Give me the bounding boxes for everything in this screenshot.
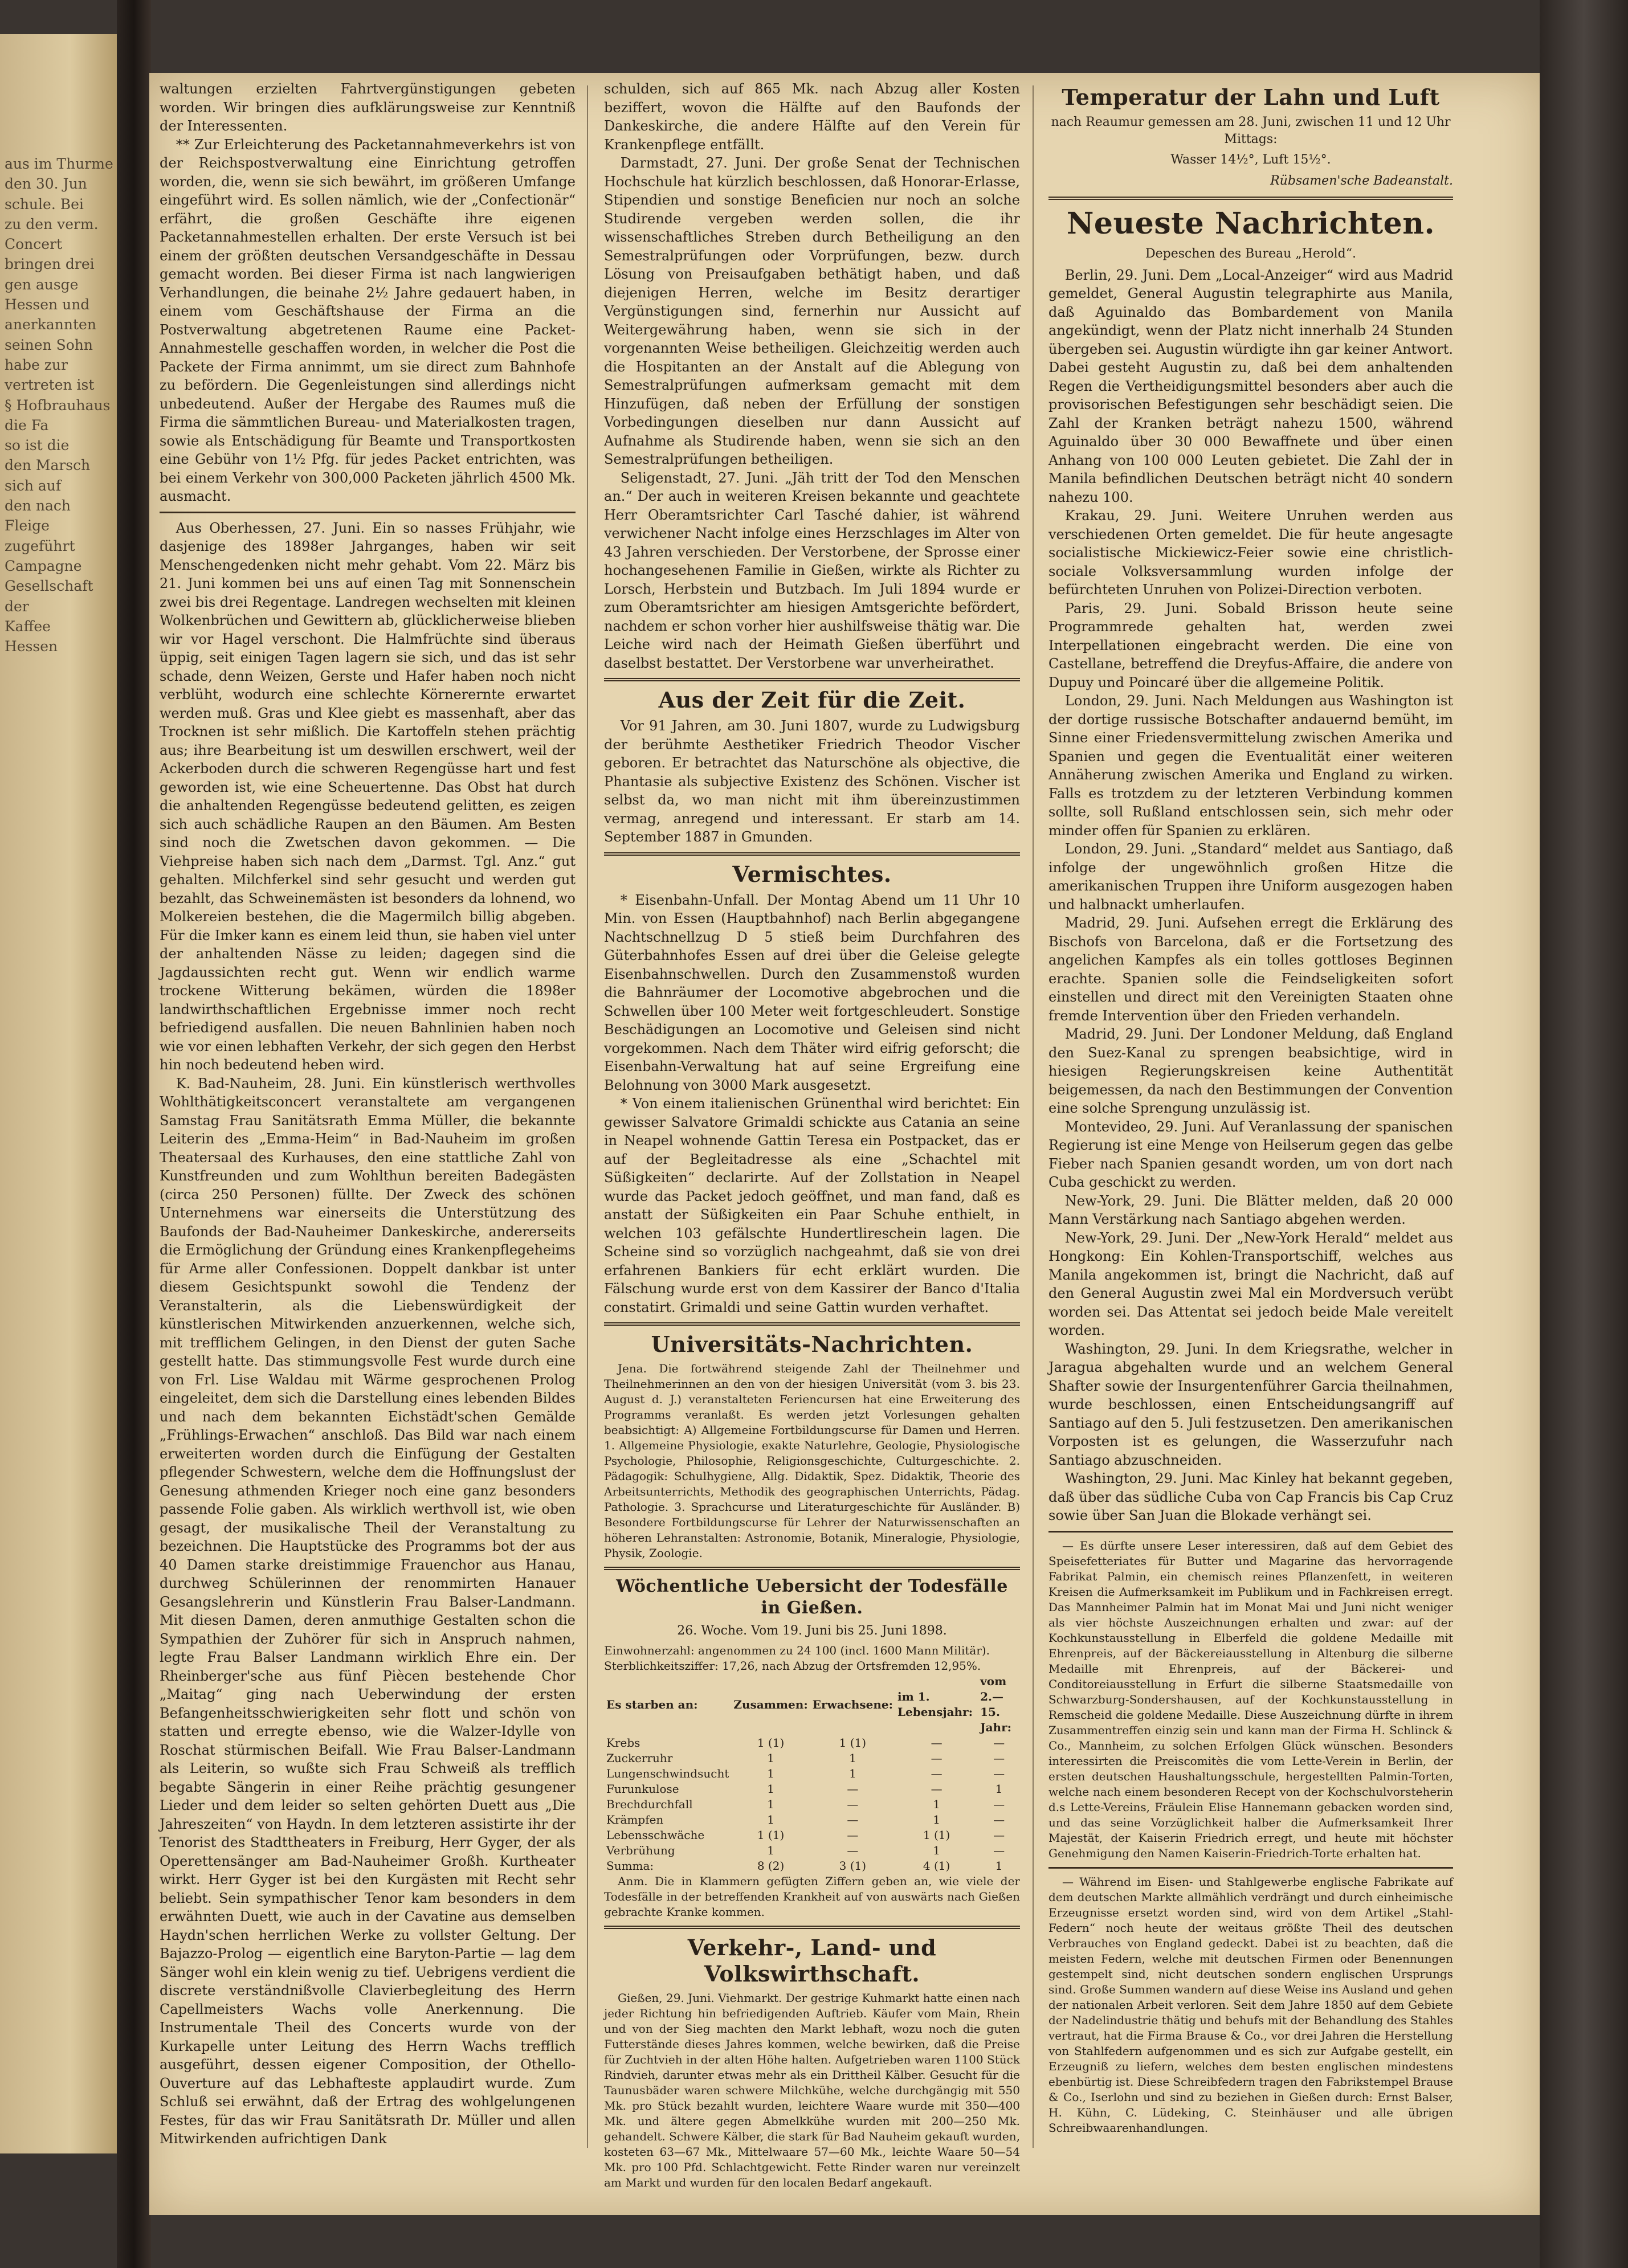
news-item: New-York, 29. Juni. Der „New-York Herald“ meldet aus Hongkong: Ein Kohlen-Transportschiff, welches aus Manila angekommen ist, bringt die Nachricht, daß auf den General Augustin zwei Mal ein Mordversuch verübt worden sei. Das Attentat sei jedoch beide Male vereitelt worden.	[1048, 1229, 1453, 1338]
table-cell: —	[993, 1828, 1005, 1842]
table-cell: Furunkulose	[606, 1782, 679, 1796]
news-item: London, 29. Juni. Nach Meldungen aus Washington ist der dortige russische Botschafter andauernd bemüht, im Sinne einer Friedensvermittelung zwischen Amerika und Spanien und gegen die Eventualität einer weiteren Annäherung zwischen Amerika und England zu wirken. Falls es trotzdem zu der letzteren Verbindung kommen sollte, soll Rußland entschlossen sein, sich mehr oder minder offen für Spanien zu erklären.	[1048, 693, 1453, 839]
section-heading-verkehr: Verkehr-, Land- und Volkswirthschaft.	[687, 1935, 937, 1987]
table-cell: —	[847, 1844, 859, 1857]
divider	[604, 1322, 1020, 1326]
article-text: schulden, sich auf 865 Mk. nach Abzug aller Kosten beziffert, wovon die Hälfte auf den Baufonds der Dankeskirche, die andere Hälfte auf den Verein für Krankenpflege entfällt.	[604, 81, 1020, 153]
news-item: Madrid, 29. Juni. Aufsehen erregt die Erklärung des Bischofs von Barcelona, daß er die Fortsetzung des angelichen Kampfes als ein tolles gottloses Beginnen erachte. Spanien solle die Feindseligkeiten sofort einstellen und direct mit den Vereinigten Staaten ohne fremde Intervention über den Frieden verhandeln.	[1048, 915, 1453, 1024]
article-packetannahme: ** Zur Erleichterung des Packetannahmeverkehrs ist von der Reichspostverwaltung eine Einrichtung getroffen worden, die, wenn sie sich bewährt, im größeren Umfange eingeführt wird. Es sollen nämlich, wie der „Confectionär“ erfährt, die großen Geschäfte ihre eigenen Packetannahmestellen erhalten. Der erste Versuch ist bei einem der größten deutschen Versandgeschäfte in Dessau gemacht worden. Bei dieser Firma ist nach langwierigen Verhandlungen, die beinahe 2½ Jahre gedauert haben, in einem vom Geschäftshause der Firma an die Postverwaltung abgetretenen Raume eine Packet-Annahmestelle geschaffen worden, in welcher die Post die Packete der Firma annimmt, um sie direct zum Bahnhofe zu befördern. Die Gegenleistungen sind allerdings nicht unbedeutend. Außer der Hergabe des Raumes muß die Firma die sämmtlichen Bureau- und Materialkosten tragen, sowie als Entschädigung für Beamte und Transportkosten eine Gebühr von 1½ Pfg. für jedes Packet entrichten, was bei einem Verkehr von 300,000 Packeten jährlich 4500 Mk. ausmacht.	[160, 136, 576, 504]
table-cell: —	[847, 1797, 859, 1811]
table-cell: Brechdurchfall	[606, 1797, 693, 1811]
divider	[604, 1926, 1020, 1929]
table-header: im 1. Lebensjahr:	[897, 1690, 973, 1719]
table-row	[604, 1766, 1020, 1781]
previous-page-text: aus im Thurme den 30. Jun schule. Bei zu den verm. Concert bringen drei gen ausge Hessen und anerkannten seinen Sohn habe zur vertreten ist § Hofbrauhaus die Fa so ist die den Marsch sich auf den nach Fleige zugeführt Campagne Gesellschaft der Kaffee Hessen	[5, 156, 113, 655]
table-cell: 1	[933, 1813, 940, 1826]
tod-week: 26. Woche. Vom 19. Juni bis 25. Juni 1898.	[677, 1624, 947, 1638]
table-cell: —	[847, 1813, 859, 1826]
table-cell: —	[993, 1751, 1005, 1765]
divider	[1048, 197, 1453, 200]
article-viehmarkt: Gießen, 29. Juni. Viehmarkt. Der gestrige Kuhmarkt hatte einen nach jeder Richtung hin befriedigenden Auftrieb. Käufer vom Main, Rhein und von der Sieg machten den Markt lebhaft, wozu noch die guten Futterstände dieses Jahres kommen, welche bewirken, daß die Preise für Zuchtvieh in der alten Höhe halten. Aufgetrieben waren 1100 Stück Rindvieh, darunter etwas mehr als ein Drittheil Kälber. Gesucht für die Taunusbäder waren schwere Milchkühe, welche durchgängig mit 550 Mk. pro Stück bezahlt wurden, leichtere Waare wurde mit 350—400 Mk. und ältere gegen Abmelkkühe wurden mit 200—250 Mk. gehandelt. Schwere Kälber, die stark für Bad Nauheim gekauft wurden, kosteten 63—67 Mk., Mittelwaare 57—60 Mk., leichte Waare 50—54 Mk. pro 100 Pfd. Schlachtgewicht. Fette Rinder waren nur vereinzelt am Markt und wurden für den localen Bedarf angekauft.	[604, 1991, 1020, 2189]
news-item: New-York, 29. Juni. Die Blätter melden, daß 20 000 Mann Verstärkung nach Santiago abgehen werden.	[1048, 1192, 1453, 1227]
news-item: Madrid, 29. Juni. Der Londoner Meldung, daß England den Suez-Kanal zu sprengen beabsichtige, wird in hiesigen Regierungskreisen keine Authentität beigemessen, da nach den Bestimmungen der Convention eine solche Sprengung unzulässig ist.	[1048, 1026, 1453, 1116]
book-gutter	[117, 0, 151, 2268]
article-vischer: Vor 91 Jahren, am 30. Juni 1807, wurde zu Ludwigsburg der berühmte Aesthetiker Friedrich Theodor Vischer geboren. Er betrachtet das Naturschöne als objective, die Phantasie als subjective Existenz des Schönen. Vischer ist selbst da, wo man nicht mit ihm übereinzustimmen vermag, anregend und interessant. Er starb am 14. September 1887 in Gmunden.	[604, 718, 1020, 845]
table-cell: 1 (1)	[923, 1828, 950, 1842]
table-cell: 1	[849, 1751, 856, 1765]
table-row	[604, 1843, 1020, 1858]
table-cell: —	[993, 1736, 1005, 1750]
section-heading-universitaet: Universitäts-Nachrichten.	[651, 1331, 973, 1357]
table-cell: Lebensschwäche	[606, 1828, 705, 1842]
table-cell: —	[847, 1828, 859, 1842]
divider	[160, 512, 576, 513]
article-seligenstadt: Seligenstadt, 27. Juni. „Jäh tritt der Tod den Menschen an.“ Der auch in weiteren Kreisen bekannte und geachtete Herr Oberamtsrichter Carl Tasché dahier, ist während verwichener Nacht infolge eines Herzschlages im Alter von 43 Jahren verschieden. Der Verstorbene, der Sprosse einer hochangesehenen Familie in Gießen, wirkte als Richter zu Lorsch, Herbstein und Butzbach. Im Juli 1894 wurde er zum Oberamtsrichter am hiesigen Amtsgerichte befördert, nachdem er schon vorher hier aushilfsweise thätig war. Die Leiche wird nach der Heimath Gießen überführt und daselbst bestattet. Der Verstorbene war unverheirathet.	[604, 469, 1020, 671]
table-cell: 1	[933, 1844, 940, 1857]
advert-stahlfedern: — Während im Eisen- und Stahlgewerbe englische Fabrikate auf dem deutschen Markte allmählich verdrängt und durch einheimische Erzeugnisse ersetzt worden sind, wird von dem Artikel „Stahl-Federn“ noch heute der weitaus größte Theil des deutschen Verbrauches von England gedeckt. Dabei ist zu beachten, daß die meisten Federn, welche mit deutschen Firmen oder Benennungen gestempelt sind, nicht deutschen sondern englischen Ursprungs sind. Große Summen wandern auf diese Weise ins Ausland und gehen der nationalen Arbeit verloren. Seit dem Jahre 1850 auf dem Gebiete der Nadelindustrie thätig und behufs mit der Behandlung des Stahles vertraut, hat die Firma Brause & Co., vor drei Jahren die Herstellung von Stahlfedern aufgenommen und es sich zur Aufgabe gestellt, ein Erzeugniß zu liefern, welches dem besten englischen mindestens ebenbürtig ist. Diese Schreibfedern tragen den Fabrikstempel Brause & Co., Iserlohn und sind zu beziehen in Gießen durch: Ernst Balser, H. Kühn, C. Lüdeking, C. Steinhäuser und alle übrigen Schreibwaarenhandlungen.	[1048, 1874, 1453, 2135]
section-heading-todesfaelle: Wöchentliche Uebersicht der Todesfälle in Gießen.	[616, 1576, 1008, 1618]
news-list	[1048, 266, 1453, 1525]
divider	[604, 1567, 1020, 1570]
column-rule	[587, 85, 588, 2148]
article-darmstadt: Darmstadt, 27. Juni. Der große Senat der Technischen Hochschule hat kürzlich beschlossen, daß Honorar-Erlasse, Stipendien und sonstige Beneficien nur noch an solche Studirende vergeben werden sollen, die ihr wissenschaftliches Streben durch Betheiligung an den Semestralprüfungen oder Vorprüfungen, bezw. durch Lösung von Preisaufgaben bethätigt haben, und daß diejenigen Herren, welche im Besitz derartiger Vergünstigungen sind, fernerhin nur Aussicht auf Weitergewährung haben, wenn sie sich in der vorgenannten Weise betheiligen. Gleichzeitig werden auch die Hospitanten an der Anstalt auf die Ablegung von Semestralprüfungen aufmerksam gemacht mit dem Hinzufügen, daß neben der Erfüllung der sonstigen Vorbedingungen dieselben nur dann Aussicht auf Aufnahme als Studirende haben, wenn sie sich an den Semestralprüfungen betheiligen.	[604, 155, 1020, 467]
news-source: Depeschen des Bureau „Herold“.	[1145, 246, 1356, 261]
table-header: vom 2.—15. Jahr:	[980, 1674, 1012, 1734]
news-item: Washington, 29. Juni. In dem Kriegsrathe, welcher in Jaragua abgehalten wurde und an welchem General Shafter sowie der Insurgentenführer Garcia theilnahmen, wurde beschlossen, einen Entscheidungsangriff auf Santiago auf den 5. Juli festzusetzen. Den amerikanischen Vorposten ist es gelungen, die Wasserzufuhr nach Santiago abzuschneiden.	[1048, 1341, 1453, 1468]
divider	[604, 678, 1020, 681]
table-cell: Summa:	[606, 1859, 654, 1873]
table-row	[604, 1858, 1020, 1874]
column-2	[604, 80, 1020, 2189]
temperature-heading: Temperatur der Lahn und Luft	[1062, 84, 1440, 110]
table-cell: 1	[995, 1782, 1003, 1796]
table-row	[604, 1735, 1020, 1751]
tod-note: Anm. Die in Klammern gefügten Ziffern geben an, wie viele der Todesfälle in der betreffenden Krankheit auf von auswärts nach Gießen gebrachte Kranke kommen.	[604, 1874, 1020, 1919]
news-item: Krakau, 29. Juni. Weitere Unruhen werden aus verschiedenen Orten gemeldet. Die für heute angesagte socialistische Mickiewicz-Feier sowie eine christlich-sociale Volksversammlung wurden infolge der befürchteten Unruhen von Polizei-Direction verboten.	[1048, 508, 1453, 598]
table-row	[604, 1781, 1020, 1797]
news-item: Washington, 29. Juni. Mac Kinley hat bekannt gegeben, daß über das südliche Cuba von Cap Francis bis Cap Cruz sowie über San Juan die Blokade verhängt sei.	[1048, 1470, 1453, 1523]
table-cell: 4 (1)	[923, 1859, 950, 1873]
column-1	[160, 80, 576, 2153]
article-oberhessen: Aus Oberhessen, 27. Juni. Ein so nasses Frühjahr, wie dasjenige des 1898er Jahrganges, haben wir seit Menschengedenken nicht mehr gehabt. Vom 22. März bis 21. Juni kommen bei uns auf einen Tag mit Sonnenschein zwei bis drei Regentage. Landregen wechselten mit kleinen Wolkenbrüchen und Gewittern ab, glücklicherweise blieben wir vor Hagel verschont. Die Halmfrüchte sind überaus üppig, seit einigen Tagen lagern sie sich, und das ist sehr schade, denn Weizen, Gerste und Hafer haben noch nicht verblüht, wodurch eine schlechte Körnerernte erwartet werden muß. Gras und Klee giebt es massenhaft, aber das Trocknen ist sehr mißlich. Die Kartoffeln stehen prächtig aus; ihre Bearbeitung ist um deswillen erschwert, weil der Ackerboden durch die schweren Regengüsse hart und fest geworden ist, wie eine Scheuertenne. Das Obst hat durch die anhaltenden Regengüsse bedeutend gelitten, es zeigen sich auch schädliche Raupen an den Bäumen. Am Besten sind noch die Zwetschen davon gekommen. — Die Viehpreise haben sich nach dem „Darmst. Tgl. Anz.“ gut gehalten. Milchferkel sind sehr gesucht und werden gut bezahlt, das Schweinemästen ist besonders da lohnend, wo Molkereien bestehen, die die Magermilch billig abgeben. Für die Imker kann es einem leid thun, sie haben viel unter der anhaltenden Nässe zu leiden; dagegen sind die Jagdaussichten recht gut. Wenn wir endlich warme trockene Witterung bekämen, würden die 1898er landwirthschaftlichen Ergebnisse immer noch recht befriedigend ausfallen. Die neuen Bahnlinien haben noch wie vor einen lebhaften Verkehr, der sich gegen den Herbst hin noch bedeutend heben wird.	[160, 520, 576, 1073]
table-row	[604, 1751, 1020, 1766]
table-cell: 1	[767, 1813, 774, 1826]
article-eisenbahn: * Eisenbahn-Unfall. Der Montag Abend um 11 Uhr 10 Min. von Essen (Hauptbahnhof) nach Berlin abgegangene Nachtschnellzug D 5 stieß beim Durchfahren des Güterbahnhofes Essen auf drei über die Geleise gelegte Eisenbahnschwellen. Durch den Zusammenstoß wurden die Bahnräumer der Locomotive abgebrochen und die Schwellen über 100 Meter weit fortgeschleudert. Sonstige Beschädigungen an Locomotive und Geleisen sind nicht vorgekommen. Nach dem Thäter wird eifrig geforscht; die Eisenbahn-Verwaltung hat auf seine Ergreifung eine Belohnung von 3000 Mark ausgesetzt.	[604, 892, 1020, 1093]
table-row	[604, 1797, 1020, 1812]
tod-population: Einwohnerzahl: angenommen zu 24 100 (incl. 1600 Mann Militär).	[604, 1644, 990, 1657]
table-header: Es starben an:	[606, 1697, 698, 1711]
table-cell: —	[931, 1782, 942, 1796]
tod-ziffer: Sterblichkeitsziffer: 17,26, nach Abzug der Ortsfremden 12,95%.	[604, 1659, 981, 1673]
article-text: waltungen erzielten Fahrtvergünstigungen gebeten worden. Wir bringen dies aufklärungsweise zur Kenntniß der Interessenten.	[160, 81, 576, 134]
temperature-values: Wasser 14½°, Luft 15½°.	[1170, 153, 1331, 167]
table-cell: Krämpfen	[606, 1813, 664, 1826]
table-cell: —	[931, 1751, 942, 1765]
article-bad-nauheim: K. Bad-Nauheim, 28. Juni. Ein künstlerisch werthvolles Wohlthätigkeitsconcert veranstaltete am vergangenen Samstag Frau Sanitätsrath Emma Müller, die bekannte Leiterin des „Emma-Heim“ in Bad-Nauheim im großen Theatersaal des Kurhauses, den eine stattliche Zahl von Kunstfreunden und zum Wohlthun bereiten Badegästen (circa 250 Personen) füllte. Der Zweck des schönen Unternehmens war einerseits die Unterstützung des Baufonds der Bad-Nauheimer Dankeskirche, andererseits die Ermöglichung der Gründung eines Krankenpflegeheims für Arme aller Confessionen. Doppelt dankbar ist unter diesem Gesichtspunkt sowohl die Tendenz der Veranstalterin, als die Liebenswürdigkeit der künstlerischen Mitwirkenden anzuerkennen, welche sich, mit trefflichem Gelingen, in den Dienst der guten Sache gestellt hatte. Das stimmungsvolle Fest wurde durch eine von Frl. Lise Waldau mit Wärme gesprochenen Prolog eingeleitet, dem sich die Darstellung eines lebenden Bildes und nach dem bekannten Eichstädt'schen Gemälde „Frühlings-Erwachen“ anschloß. Das Bild war nach einem erweiterten worden durch die Einfügung der Gestalten pflegender Schwestern, welche dem die Hoffnungslust der Genesung athmenden Krieger noch eine ganz besonders passende Folie gaben. Als wirklich werthvoll ist, wie oben gesagt, der musikalische Theil der Veranstaltung zu bezeichnen. Die Hauptstücke des Programms bot der aus 40 Damen starke dreistimmige Frauenchor aus Hanau, durchweg Schülerinnen der renommirten Hanauer Gesangslehrerin und Künstlerin Frau Balser-Landmann. Mit diesen Damen, deren anmuthige Gestalten schon die Sympathien der Zuhörer für sich in Anspruch nahmen, legte Frau Balser Landmann wirklich Ehre ein. Der Rheinberger'sche aus fünf Piècen bestehende Chor „Maitag“ ging nach Ueberwindung der ersten Befangenheitsschwierigkeiten sehr flott und schön von statten und erregte ebenso, wie die Walzer-Idylle von Roschat stürmischen Beifall. Wie Frau Balser-Landmann als Leiterin, so wußte sich Frau Schweiß als trefflich begabte Sängerin in einer Reihe prächtig gesungener Lieder und dem leider so selten gehörten Duett aus „Die Jahreszeiten“ von Haydn. In dem letzteren assistirte ihr der Tenorist des Stadttheaters in Freiburg, Herr Gyger, der als Operettensänger am Bad-Nauheimer Großh. Kurtheater wirkt. Herr Gyger ist bei den Kurgästen mit Recht sehr beliebt. Sein sympathischer Tenor kam besonders in dem erwähnten Duett, wie auch in der Cavatine aus demselben Haydn'schen herrlichen Werke zu vollster Geltung. Der Bajazzo-Prolog — eigentlich eine Baryton-Partie — lag dem Sänger wohl ein klein wenig zu tief. Uebrigens verdient die discrete verständnißvolle Clavierbegleitung des Herrn Capellmeisters Wachs volle Anerkennung. Die Instrumentale Theil des Concerts wurde von der Kurkapelle unter Leitung des Herrn Wachs trefflich ausgeführt, dessen eigener Composition, der Othello-Ouverture auf das Lebhafteste applaudirt wurde. Zum Schluß sei erwähnt, daß der Ertrag des wohlgelungenen Festes, für das wir Frau Sanitätsrath Dr. Müller und allen Mitwirkenden aufrichtigen Dank	[160, 1075, 576, 2147]
table-cell: Krebs	[606, 1736, 640, 1750]
table-cell: —	[993, 1767, 1005, 1780]
table-cell: 1	[933, 1797, 940, 1811]
advert-palmin: — Es dürfte unsere Leser interessiren, daß auf dem Gebiet des Speisefetteriates für Butter und Magarine das hervorragende Fabrikat Palmin, ein chemisch reines Pflanzenfett, in weiteren Kreisen die Aufmerksamkeit im Publikum und in Fachkreisen erregt. Das Mannheimer Palmin hat im Monat Mai und Juni nicht weniger als vier höchste Auszeichnungen erhalten und zwar: auf der Kochkunstausstellung in Elberfeld die goldene Medaille mit Ehrenpreis, auf der Bäckereiausstellung in Altenburg die silberne Medaille mit Ehrenpreis, auf der Bäckerei- und Conditoreiausstellung in Erfurt die silberne Staatsmedaille von Schwarzburg-Sondershausen, auf der Kochkunstausstellung in Remscheid die goldene Medaille. Diese Auszeichnung dürfte in ihrem Zusammentreffen einzig sein und kann man der Firma H. Schlinck & Co., Mannheim, zu solchen Erfolgen Glück wünschen. Besonders interessirten die Preiscomitès die vom Lette-Verein in Berlin, der ersten deutschen Haushaltungsschule, hergestellten Palmin-Torten, welche nach einem besonderen Recept von der Kochschulvorsteherin d.s Lette-Vereins, Fräulein Elise Hannemann gebacken worden sind, und das seine Vorzüglichkeit halber die Aufmerksamkeit Ihrer Majestät, der Kaiserin Friedrich erregt, und heute mit höchster Genehmigung den Namen Kaiserin-Friedrich-Torte erhalten hat.	[1048, 1538, 1453, 1860]
section-heading-zeit: Aus der Zeit für die Zeit.	[658, 687, 966, 713]
table-cell: 1	[995, 1859, 1003, 1873]
table-cell: —	[847, 1782, 859, 1796]
table-row	[604, 1828, 1020, 1843]
table-cell: 1	[767, 1782, 774, 1796]
table-cell: —	[931, 1736, 942, 1750]
table-cell: —	[993, 1813, 1005, 1826]
table-cell: Zuckerruhr	[606, 1751, 673, 1765]
column-3	[1048, 80, 1453, 2153]
death-table	[604, 1674, 1020, 1874]
article-jena: Jena. Die fortwährend steigende Zahl der Theilnehmer und Theilnehmerinnen an den von der hiesigen Universität (vom 3. bis 23. August d. J.) veranstalteten Feriencursen hat eine Erweiterung des Programms veranlaßt. Es werden jetzt Vorlesungen gehalten beabsichtigt: A) Allgemeine Fortbildungscurse für Damen und Herren. 1. Allgemeine Physiologie, exakte Naturlehre, Geologie, Physiologische Psychologie, Philosophie, Religionsgeschichte, Culturgeschichte. 2. Pädagogik: Schulhygiene, Allg. Didaktik, Spez. Didaktik, Theorie des Arbeitsunterrichts, Methodik des geographischen Unterrichts, Pädag. Pathologie. 3. Sprachcurse und Literaturgeschichte für Ausländer. B) Besondere Fortbildungscurse für Lehrer der Naturwissenschaften an höheren Lehranstalten: Astronomie, Botanik, Mineralogie, Physiologie, Physik, Zoologie.	[604, 1362, 1020, 1560]
divider	[1048, 1531, 1453, 1533]
table-cell: —	[993, 1844, 1005, 1857]
divider	[604, 852, 1020, 856]
table-cell: Verbrühung	[606, 1844, 675, 1857]
table-cell: 1	[767, 1751, 774, 1765]
article-gruenenthal: * Von einem italienischen Grünenthal wird berichtet: Ein gewisser Salvatore Grimaldi schickte aus Catania an seine in Neapel wohnende Gattin Teresa ein Postpacket, das er auf der Begleitadresse als eine „Schachtel mit Süßigkeiten“ declarirte. Auf der Zollstation in Neapel wurde das Packet jedoch geöffnet, und man fand, daß es anstatt der Süßigkeiten ein Paar Schuhe enthielt, in welchen 103 gefälschte Hundertlireschein lagen. Die Scheine sind so vorzüglich nachgeahmt, daß sie von drei erfahrenen Bankiers für echt erklärt wurden. Die Fälschung wurde erst von dem Kassirer der Banco d'Italia constatirt. Grimaldi und seine Gattin wurden verhaftet.	[604, 1096, 1020, 1315]
book-binding-right	[1540, 0, 1628, 2268]
table-cell: 1	[767, 1844, 774, 1857]
temperature-source: Rübsamen'sche Badeanstalt.	[1270, 174, 1453, 188]
table-cell: 1	[767, 1797, 774, 1811]
death-table-body	[604, 1735, 1020, 1874]
table-cell: 1 (1)	[757, 1736, 785, 1750]
section-heading-vermischtes: Vermischtes.	[732, 861, 892, 887]
column-rule	[1033, 85, 1034, 2148]
table-cell: 1	[849, 1767, 856, 1780]
previous-page-edge	[0, 34, 117, 2153]
table-header: Erwachsene:	[812, 1697, 893, 1711]
divider	[1048, 1867, 1453, 1869]
table-cell: Lungenschwindsucht	[606, 1767, 729, 1780]
table-cell: 3 (1)	[839, 1859, 867, 1873]
news-item: London, 29. Juni. „Standard“ meldet aus Santiago, daß infolge der ungewöhnlich großen Hitze die amerikanischen Truppen ihre Uniform ausgezogen haben und halbnackt umherlaufen.	[1048, 841, 1453, 913]
table-cell: 1 (1)	[757, 1828, 785, 1842]
table-cell: —	[931, 1767, 942, 1780]
table-header: Zusammen:	[733, 1697, 808, 1711]
news-item: Montevideo, 29. Juni. Auf Veranlassung der spanischen Regierung ist eine Menge von Heilserum gegen das gelbe Fieber nach Spanien gesandt worden, um von dort nach Cuba geschickt zu werden.	[1048, 1118, 1453, 1190]
table-cell: 1	[767, 1767, 774, 1780]
news-item: Berlin, 29. Juni. Dem „Local-Anzeiger“ wird aus Madrid gemeldet, General Augustin telegraphirte aus Manila, daß Aguinaldo das Bombardement von Manila angekündigt, wenn der Platz nicht innerhalb 24 Stunden übergeben sei. Augustin würdigte ihn gar keiner Antwort. Dabei gesteht Augustin zu, daß bei dem anhaltenden Regen die Vertheidigungsmittel besonders aber auch die provisorischen Befestigungen sehr beschädigt seien. Die Zahl der Kranken beträgt nahezu 1500, während Aguinaldo über 30 000 Bewaffnete und über einen Anhang von 100 000 Leuten gebietet. Die Zahl der in Manila befindlichen Deutschen beträgt nicht 40 sondern nahezu 100.	[1048, 267, 1453, 505]
table-row	[604, 1812, 1020, 1828]
section-heading-neueste: Neueste Nachrichten.	[1066, 206, 1435, 241]
table-cell: —	[993, 1797, 1005, 1811]
news-item: Paris, 29. Juni. Sobald Brisson heute seine Programmrede gehalten hat, werden zwei Interpellationen eingebracht werden. Die eine von Castellane, betreffend die Dreyfus-Affaire, die andere von Dupuy und Poincaré über die allgemeine Politik.	[1048, 600, 1453, 690]
table-cell: 8 (2)	[757, 1859, 785, 1873]
table-cell: 1 (1)	[839, 1736, 867, 1750]
temperature-line: nach Reaumur gemessen am 28. Juni, zwischen 11 und 12 Uhr Mittags:	[1051, 115, 1451, 146]
